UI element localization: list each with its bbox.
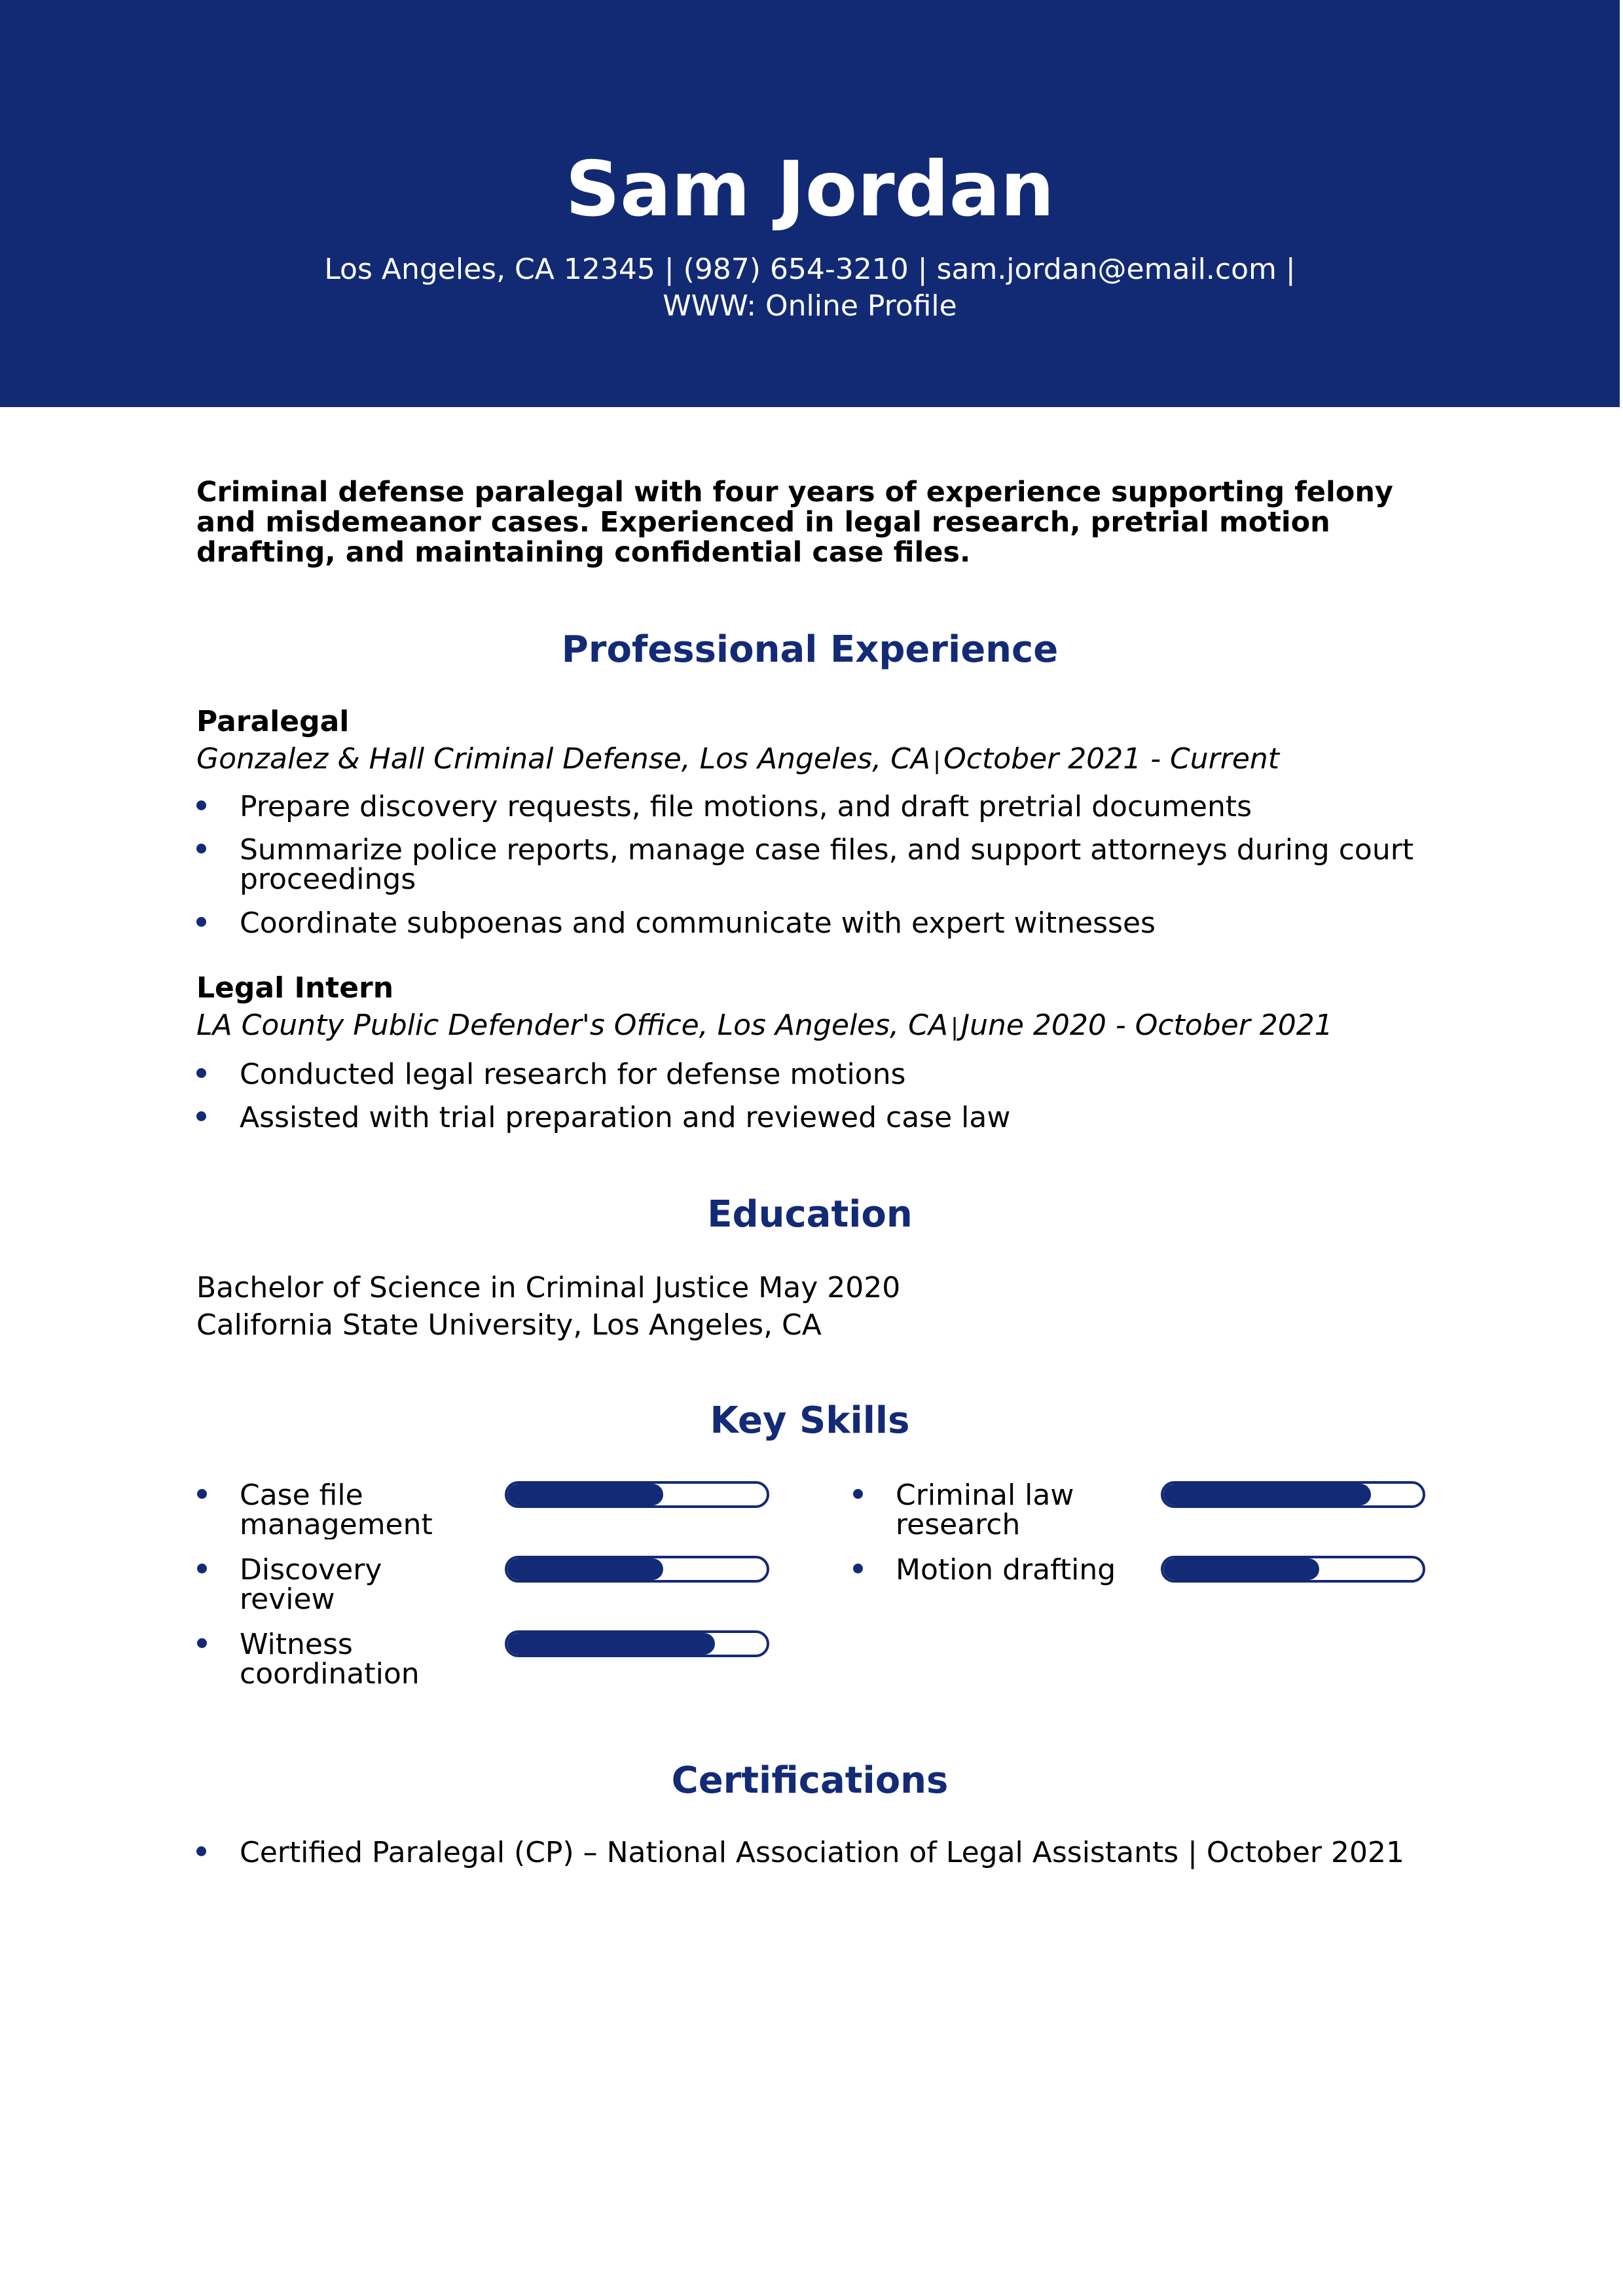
candidate-name: Sam Jordan <box>565 145 1055 234</box>
job-dates: October 2021 - Current <box>943 742 1280 776</box>
job-meta-separator: | <box>933 747 941 774</box>
bullet-icon <box>196 844 206 853</box>
professional-summary: Criminal defense paralegal with four years of experience supporting felony and misdemeanor cases. Experienced in legal research, pretrial motion drafting, and maintaining confidential case files. <box>196 476 1393 569</box>
bullet-text: Assisted with trial preparation and reviewed case law <box>240 1101 1011 1134</box>
bullet-icon <box>196 1068 206 1078</box>
section-title-skills: Key Skills <box>710 1399 910 1442</box>
skill-level-bar <box>505 1630 769 1657</box>
skill-item <box>852 1555 1429 1614</box>
job-company-location: LA County Public Defender's Office, Los Angeles, CA <box>196 1009 948 1042</box>
skill-label: Discovery review <box>240 1555 382 1614</box>
skill-level-fill <box>1163 1484 1371 1505</box>
skill-item <box>196 1630 773 1689</box>
bullet-icon <box>853 1564 863 1573</box>
contact-info <box>0 251 1620 325</box>
bullet-icon <box>196 1846 206 1856</box>
bullet-text: Summarize police reports, manage case files, and support attorneys during court proceedings <box>240 833 1414 896</box>
skill-item <box>196 1555 773 1614</box>
bullet-icon <box>197 1564 207 1573</box>
section-title-experience: Professional Experience <box>561 628 1059 671</box>
job-company-location: Gonzalez & Hall Criminal Defense, Los Angeles, CA <box>196 742 931 776</box>
job-dates: June 2020 - October 2021 <box>961 1009 1333 1042</box>
skill-level-bar <box>1161 1556 1425 1583</box>
section-title-certifications: Certifications <box>671 1759 949 1802</box>
skill-level-fill <box>507 1633 715 1655</box>
section-title-education: Education <box>707 1193 913 1236</box>
skill-level-bar <box>505 1481 769 1508</box>
header-banner <box>0 0 1620 407</box>
bullet-icon <box>196 917 206 927</box>
bullet-icon <box>196 1111 206 1121</box>
job-meta-separator: | <box>950 1014 959 1041</box>
education-date: May 2020 <box>758 1271 901 1304</box>
skill-item <box>852 1480 1429 1539</box>
bullet-text: Coordinate subpoenas and communicate with expert witnesses <box>240 906 1156 940</box>
contact-line-2: WWW: Online Profile <box>663 289 957 323</box>
bullet-icon <box>197 1489 207 1499</box>
bullet-icon <box>853 1489 863 1499</box>
skill-label: Witness coordination <box>240 1630 420 1689</box>
bullet-icon <box>196 800 206 810</box>
skill-label: Case file management <box>240 1480 433 1539</box>
bullet-text: Conducted legal research for defense motions <box>240 1058 906 1091</box>
skill-label: Criminal law research <box>896 1480 1074 1539</box>
job-meta <box>196 1011 1333 1042</box>
education-degree-line <box>196 1273 900 1302</box>
contact-line-1: Los Angeles, CA 12345 | (987) 654-3210 | sam.jordan@email.com | <box>324 253 1296 286</box>
skill-level-fill <box>507 1484 663 1505</box>
skill-label: Motion drafting <box>896 1555 1116 1587</box>
education-degree: Bachelor of Science in Criminal Justice <box>196 1271 750 1304</box>
skill-level-bar <box>505 1556 769 1583</box>
skill-level-fill <box>507 1558 663 1580</box>
job-title: Legal Intern <box>196 971 394 1005</box>
job-meta <box>196 744 1279 776</box>
education-school: California State University, Los Angeles, CA <box>196 1308 822 1342</box>
skill-level-bar <box>1161 1481 1425 1508</box>
skill-item <box>196 1480 773 1539</box>
skill-level-fill <box>1163 1558 1319 1580</box>
job-title: Paralegal <box>196 705 350 738</box>
certification-text: Certified Paralegal (CP) – National Association of Legal Assistants | October 2021 <box>240 1836 1404 1869</box>
bullet-icon <box>197 1638 207 1648</box>
bullet-text: Prepare discovery requests, file motions, and draft pretrial documents <box>240 790 1252 823</box>
